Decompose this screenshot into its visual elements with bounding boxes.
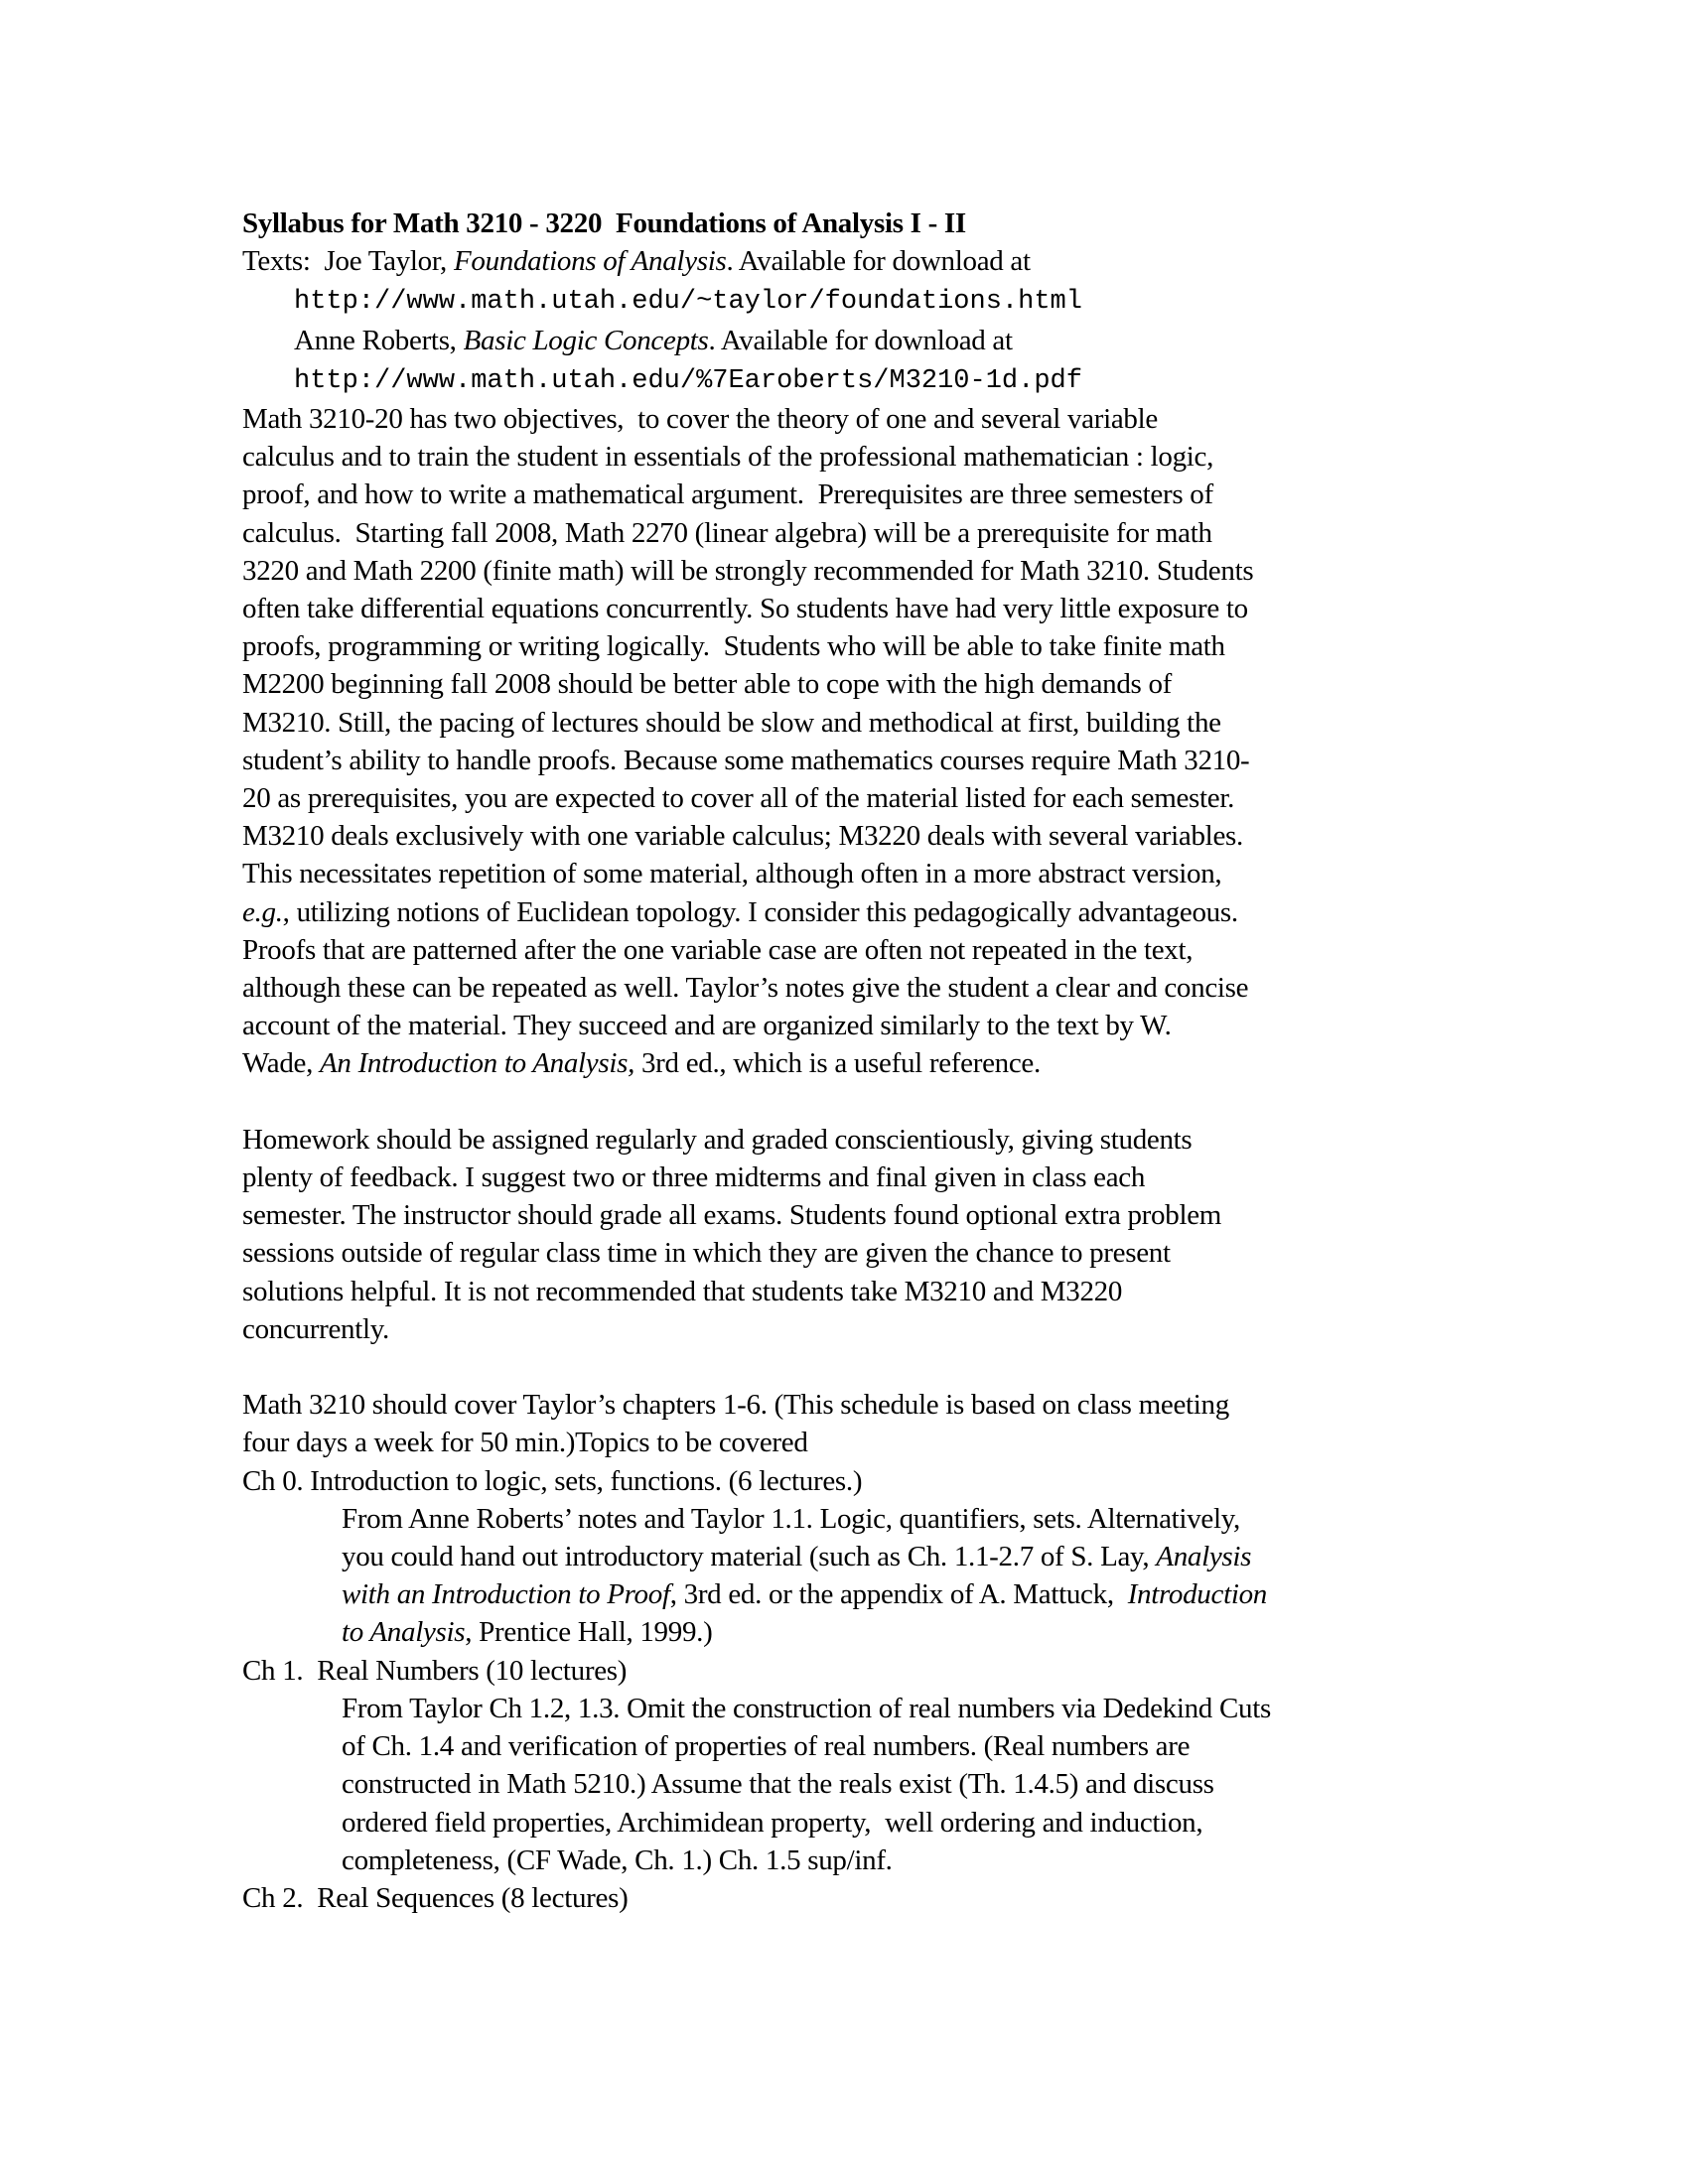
text-segment: Basic Logic Concepts	[463, 324, 709, 356]
chapter-heading	[242, 1879, 1519, 1917]
text-line	[242, 1234, 1519, 1272]
text-segment: proof, and how to write a mathematical argument. Prerequisites are three semesters of	[242, 478, 1213, 511]
text-line	[242, 1842, 1519, 1879]
text-segment: From Anne Roberts’ notes and Taylor 1.1. Logic, quantifiers, sets. Alternatively,	[342, 1502, 1240, 1535]
url-text: http://www.math.utah.edu/~taylor/foundations.html	[294, 287, 1082, 318]
text-line	[242, 438, 1519, 476]
text-segment: , utilizing notions of Euclidean topology. I consider this pedagogically advantageous.	[282, 895, 1238, 928]
text-segment: Ch 0. Introduction to logic, sets, functions. (6 lectures.)	[242, 1464, 863, 1497]
text-segment: Wade,	[242, 1047, 320, 1080]
text-segment: Proofs that are patterned after the one variable case are often not repeated in the text,	[242, 933, 1194, 966]
title-line	[242, 205, 1519, 242]
text-segment: Ch 2. Real Sequences (8 lectures)	[242, 1881, 629, 1914]
text-segment: 3rd ed., which is a useful reference.	[634, 1047, 1041, 1080]
text-segment: of Ch. 1.4 and verification of properties of real numbers. (Real numbers are	[342, 1730, 1191, 1763]
text-segment: Introduction	[1127, 1578, 1267, 1611]
text-segment: This necessitates repetition of some material, although often in a more abstract version,	[242, 858, 1222, 890]
text-line	[242, 1273, 1519, 1310]
text-line	[242, 1538, 1519, 1575]
text-segment: M3210. Still, the pacing of lectures should be slow and methodical at first, building the	[242, 706, 1221, 739]
chapter-heading	[242, 1652, 1519, 1690]
text-line	[242, 627, 1519, 665]
text-segment: M3210 deals exclusively with one variable calculus; M3220 deals with several variables.	[242, 820, 1243, 853]
text-line	[242, 1613, 1519, 1651]
text-line	[242, 779, 1519, 817]
text-line	[242, 590, 1519, 627]
text-segment: calculus and to train the student in essentials of the professional mathematician : logic,	[242, 441, 1214, 474]
text-segment: , 3rd ed. or the appendix of A. Mattuck,	[669, 1578, 1128, 1611]
text-line	[242, 552, 1519, 590]
text-segment: concurrently.	[242, 1312, 390, 1345]
text-segment: M2200 beginning fall 2008 should be better able to cope with the high demands of	[242, 668, 1173, 701]
text-segment: . Available for download at	[726, 245, 1031, 278]
url-line	[242, 359, 1519, 400]
text-segment: semester. The instructor should grade all exams. Students found optional extra problem	[242, 1199, 1222, 1232]
text-segment: although these can be repeated as well. Taylor’s notes give the student a clear and concise	[242, 972, 1249, 1005]
paragraph-gap	[242, 1083, 1519, 1121]
text-line	[242, 1690, 1519, 1727]
text-line	[242, 400, 1519, 438]
text-segment: Math 3210 should cover Taylor’s chapters 1-6. (This schedule is based on class meeting	[242, 1389, 1229, 1422]
text-segment: Analysis	[1156, 1541, 1252, 1573]
text-line	[242, 1159, 1519, 1196]
text-segment: calculus. Starting fall 2008, Math 2270 (linear algebra) will be a prerequisite for math	[242, 516, 1212, 549]
texts-line	[242, 322, 1519, 359]
text-line	[242, 1500, 1519, 1538]
text-segment: . Available for download at	[708, 324, 1013, 356]
text-line	[242, 476, 1519, 513]
document-title	[242, 205, 1519, 242]
url-line	[242, 280, 1519, 321]
text-segment: ordered field properties, Archimidean property, well ordering and induction,	[342, 1806, 1203, 1839]
text-line	[242, 704, 1519, 742]
text-segment: e.g.	[242, 895, 283, 928]
text-segment: completeness, (CF Wade, Ch. 1.) Ch. 1.5 sup/inf.	[342, 1843, 893, 1876]
text-segment: with an Introduction to Proof	[342, 1578, 670, 1611]
chapter-list	[242, 1462, 1519, 1917]
text-segment: Math 3210-20 has two objectives, to cover the theory of one and several variable	[242, 403, 1158, 436]
text-segment: solutions helpful. It is not recommended that students take M3210 and M3220	[242, 1275, 1123, 1307]
text-segment: you could hand out introductory material (such as Ch. 1.1-2.7 of S. Lay,	[342, 1541, 1157, 1573]
text-line	[242, 1196, 1519, 1234]
text-line	[242, 1121, 1519, 1159]
text-line	[242, 514, 1519, 552]
text-line	[242, 1007, 1519, 1044]
text-segment: 20 as prerequisites, you are expected to cover all of the material listed for each semester.	[242, 782, 1235, 815]
text-line	[242, 742, 1519, 779]
text-segment: plenty of feedback. I suggest two or three midterms and final given in class each	[242, 1161, 1146, 1194]
text-segment: Syllabus for Math 3210 - 3220 Foundations of Analysis I - II	[242, 207, 966, 239]
text-segment: often take differential equations concurrently. So students have had very little exposure to	[242, 593, 1248, 625]
text-segment: four days a week for 50 min.)Topics to be covered	[242, 1427, 808, 1459]
paragraph-overview	[242, 400, 1519, 1083]
text-segment: Anne Roberts,	[294, 324, 464, 356]
text-line	[242, 969, 1519, 1007]
text-line	[242, 1310, 1519, 1348]
text-segment: Homework should be assigned regularly and graded conscientiously, giving students	[242, 1123, 1193, 1156]
text-segment: constructed in Math 5210.) Assume that the reals exist (Th. 1.4.5) and discuss	[342, 1768, 1214, 1801]
texts-block	[242, 242, 1519, 400]
text-line	[242, 893, 1519, 931]
text-segment: sessions outside of regular class time in which they are given the chance to present	[242, 1237, 1171, 1270]
text-segment: From Taylor Ch 1.2, 1.3. Omit the construction of real numbers via Dedekind Cuts	[342, 1692, 1271, 1724]
paragraph-homework	[242, 1121, 1519, 1348]
chapter-heading	[242, 1462, 1519, 1500]
text-line	[242, 1424, 1519, 1461]
text-line	[242, 1044, 1519, 1082]
text-line	[242, 1765, 1519, 1803]
text-line	[242, 855, 1519, 892]
text-line	[242, 817, 1519, 855]
text-segment: Foundations of Analysis	[453, 245, 727, 278]
text-line	[242, 665, 1519, 703]
text-segment: proofs, programming or writing logically. Students who will be able to take finite math	[242, 630, 1225, 663]
text-segment: Texts: Joe Taylor,	[242, 245, 454, 278]
text-line	[242, 1575, 1519, 1613]
text-line	[242, 1804, 1519, 1842]
text-line	[242, 1386, 1519, 1424]
text-segment: to Analysis	[342, 1616, 466, 1649]
url-text: http://www.math.utah.edu/%7Earoberts/M3210-1d.pdf	[294, 365, 1082, 396]
text-segment: student’s ability to handle proofs. Because some mathematics courses require Math 3210-	[242, 744, 1250, 776]
document-body	[242, 205, 1519, 1917]
texts-line	[242, 242, 1519, 280]
text-segment: An Introduction to Analysis,	[320, 1047, 635, 1080]
text-segment: Ch 1. Real Numbers (10 lectures)	[242, 1654, 628, 1687]
text-segment: account of the material. They succeed and are organized similarly to the text by W.	[242, 1010, 1172, 1042]
text-line	[242, 1727, 1519, 1765]
text-segment: 3220 and Math 2200 (finite math) will be strongly recommended for Math 3210. Students	[242, 554, 1254, 587]
paragraph-gap	[242, 1348, 1519, 1386]
text-line	[242, 931, 1519, 969]
paragraph-schedule-intro	[242, 1386, 1519, 1461]
text-segment: , Prentice Hall, 1999.)	[465, 1616, 713, 1649]
